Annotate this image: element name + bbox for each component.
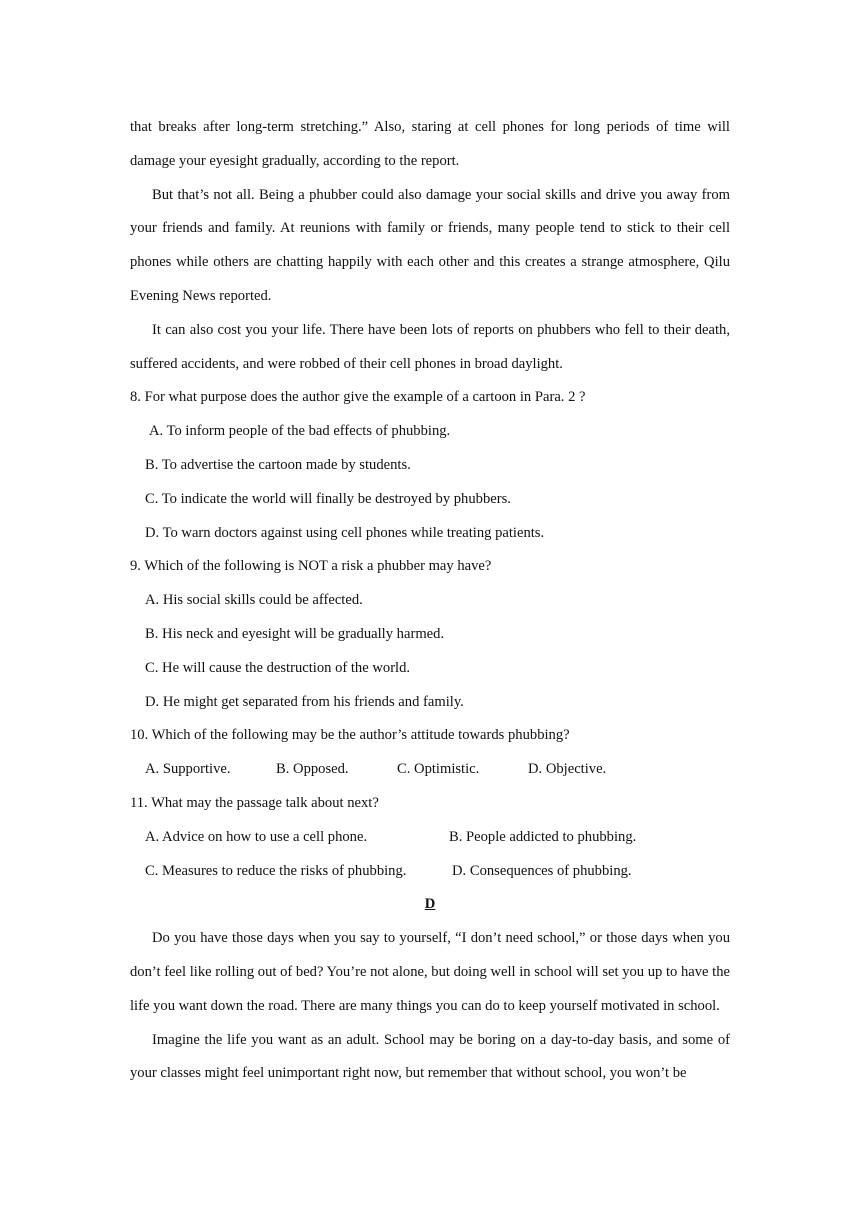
option-d: D. To warn doctors against using cell phones while treating patients.: [145, 524, 545, 541]
option-c: C. To indicate the world will finally be destroyed by phubbers.: [145, 490, 511, 507]
paragraph-cost-life: It can also cost you your life. There have been lots of reports on phubbers who fell to their death, suffered accidents, and were robbed of their cell phones in broad daylight.: [130, 321, 730, 372]
option-d: D. Consequences of phubbing.: [452, 862, 632, 879]
document-text: [130, 111, 730, 1091]
option-c: C. He will cause the destruction of the world.: [145, 659, 411, 676]
paragraph-school-intro: Do you have those days when you say to yourself, “I don’t need school,” or those days when you don’t feel like rolling out of bed? You’re not alone, but doing well in school will set you up to have the life you want down the road. There are many things you can do to keep yourself motivated in school.: [130, 930, 731, 1014]
option-b: B. Opposed.: [276, 761, 349, 778]
options-row: [130, 855, 730, 889]
option-b: B. To advertise the cartoon made by students.: [145, 456, 411, 473]
option-a: A. Supportive.: [145, 761, 231, 778]
option-c: C. Optimistic.: [397, 761, 480, 778]
option-c: C. Measures to reduce the risks of phubbing.: [145, 862, 407, 879]
section-heading: D: [424, 896, 436, 913]
paragraph-social-skills: But that’s not all. Being a phubber could also damage your social skills and drive you away from your friends and family. At reunions with family or friends, many people tend to stick to their cell phones while others are chatting happily with each other and this creates a strange atmosphere, Qilu Evening News reported.: [130, 186, 730, 304]
question-11: [130, 787, 730, 888]
question-9: [130, 550, 730, 719]
question-10: [130, 719, 730, 787]
option-d: D. Objective.: [528, 761, 607, 778]
paragraph-continuation: that breaks after long-term stretching.” Also, staring at cell phones for long periods of time will damage your eyesight gradually, according to the report.: [130, 119, 730, 169]
question-stem: 11. What may the passage talk about next?: [130, 794, 379, 811]
option-b: B. People addicted to phubbing.: [449, 828, 637, 845]
option-a: A. Advice on how to use a cell phone.: [145, 828, 368, 845]
question-8: [130, 381, 730, 550]
option-a: A. His social skills could be affected.: [145, 592, 363, 609]
paragraph-imagine-life: Imagine the life you want as an adult. School may be boring on a day-to-day basis, and some of your classes might feel unimportant right now, but remember that without school, you won’t be: [130, 1031, 730, 1082]
option-a: A. To inform people of the bad effects of phubbing.: [149, 423, 451, 440]
options-row: [130, 821, 730, 855]
options-row: [130, 753, 730, 787]
question-stem: 10. Which of the following may be the author’s attitude towards phubbing?: [130, 727, 570, 744]
option-b: B. His neck and eyesight will be gradually harmed.: [145, 625, 445, 642]
question-stem: 8. For what purpose does the author give the example of a cartoon in Para. 2 ?: [130, 389, 586, 406]
question-stem: 9. Which of the following is NOT a risk a phubber may have?: [130, 558, 492, 575]
option-d: D. He might get separated from his friends and family.: [145, 693, 464, 710]
